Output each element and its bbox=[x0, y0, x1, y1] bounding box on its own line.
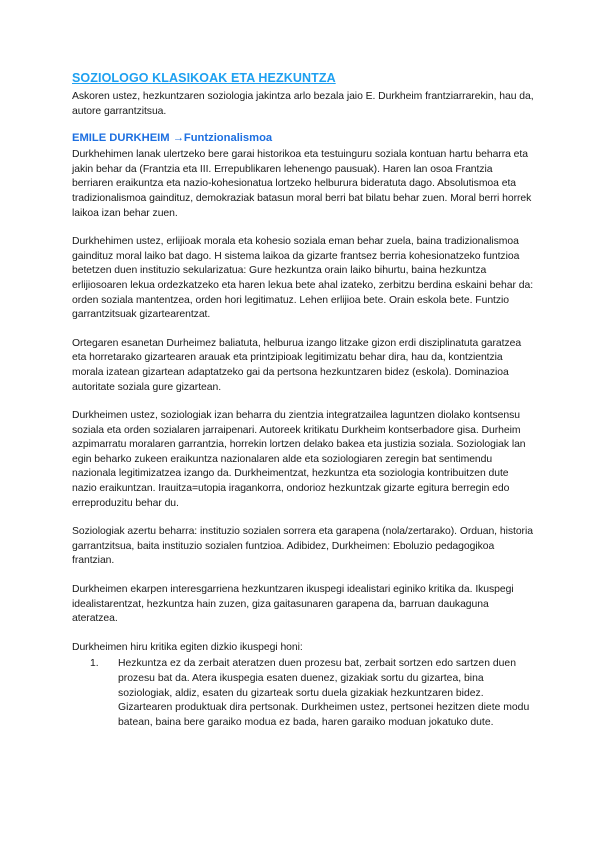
list-item-text: Hezkuntza ez da zerbait ateratzen duen prozesu bat, zerbait sortzen edo sartzen duen prozesu bat da. Atera ikuspegia esaten duenez, gizakiak sortu du gizartea, bina soziologiak, aldiz, esaten du gizarteak sortu duela gizakiak hezkuntzaren bidez. Gizartearen produktuak dira pertsonak. Durkheimen ustez, pertsonei hezitzen diete modu batean, baina bere garaiko modua ez bada, haren garaiko moduan jokatuko dute. bbox=[118, 658, 530, 728]
intro-paragraph: Askoren ustez, hezkuntzaren soziologia jakintza arlo bezala jaio E. Durkheim frantziarrarekin, hau da, autore garrantzitsua. bbox=[72, 91, 534, 117]
body-paragraph: Durkhehimen lanak ulertzeko bere garai historikoa eta testuinguru soziala kontuan hartu beharra eta jakin behar da (Frantzia eta III. Errepublikaren lehenengo pausuak). Haren lan osoa Frantzia berriaren eraikuntza eta nazio-kohesionatua lortzeko helburura bideratuta dago. Absolutismoa eta tradizionalismoa gaindituz, demokraziak batasun moral berri bat bilatu behar zuen. Moral berri horrek laikoa izan behar zuen. bbox=[72, 149, 532, 219]
document-page bbox=[72, 70, 534, 730]
body-paragraph: Ortegaren esanetan Durheimez baliatuta, helburua izango litzake gizon erdi disziplinatuta garatzea eta horretarako gizartearen arauak eta printzipioak legitimizatu behar dira, hau da, kontzientzia morala izatean gizartean adaptatzeko gai da pertsona hezkuntzaren bidez (eskola). Dominazioa autoritate soziala gure gizartean. bbox=[72, 337, 522, 393]
list-item-number: 1. bbox=[90, 658, 99, 670]
list-item bbox=[90, 657, 534, 730]
section-heading bbox=[72, 131, 534, 146]
section-heading-topic: Funtzionalismoa bbox=[183, 132, 273, 145]
body-paragraph: Durkhehimen ustez, erlijioak morala eta kohesio soziala eman behar zuela, baina tradizionalismoa gaindituz moral laiko bat dago. H sistema laikoa da gizarte frantsez berria kohesionatzeko funtzioa betetzen duen instituzio sekularizatua: Gure hezkuntza orain laiko bihurtu, baina hezkuntza erlijiosoaren lekua ordezkatzeko eta haren lekua bete ahal izateko, zerbitzu berdina eskaini behar da: orden soziala mantentzea, orden hori legitimatuz. Lehen erlijioa bete. Orain eskola bete. Funtzio garrantzitsuak gizartearentzat. bbox=[72, 236, 534, 321]
body-paragraph: Durkheimen hiru kritika egiten dizkio ikuspegi honi: bbox=[72, 641, 303, 653]
body-paragraph: Durkheimen ustez, soziologiak izan beharra du zientzia integratzailea laguntzen diolako kontsensu soziala eta orden sozialaren jarraipenari. Autoreek kritikatu Durkheim kontserbadore gisa. Durheim azpimarratu moralaren garrantzia, horrekin lortzen delako bakea eta justizia soziala. Soziologiak lan egin beharko zukeen eraikuntza nazionalaren alde eta soziologiaren zeregin bat sentimendu nazionala legitimizatzea izango da. Durkheimentzat, hezkuntza eta soziologia kontribuitzen dute nazio eraikuntzan. Irauitza=utopia iragankorra, ondorioz hezkuntzak gizarte egitura berregin edo erreproduzitu behar du. bbox=[72, 410, 526, 509]
body-paragraph: Durkheimen ekarpen interesgarriena hezkuntzaren ikuspegi idealistari eginiko kritika da. Ikuspegi idealistarentzat, hezkuntza hain zuzen, giza gaitasunaren garapena da, barruan daukaguna ateratzea. bbox=[72, 584, 514, 625]
section-heading-name: EMILE DURKHEIM bbox=[72, 132, 173, 145]
body-paragraph: Soziologiak azertu beharra: instituzio sozialen sorrera eta garapena (nola/zertarako). Orduan, historia garrantzitsua, baita instituzio sozialen funtzioa. Adibidez, Durkheimen: Eboluzio pedagogikoa frantzian. bbox=[72, 526, 533, 567]
numbered-list bbox=[72, 657, 534, 730]
right-arrow-icon: → bbox=[172, 132, 184, 145]
document-title: SOZIOLOGO KLASIKOAK ETA HEZKUNTZA bbox=[72, 71, 336, 85]
